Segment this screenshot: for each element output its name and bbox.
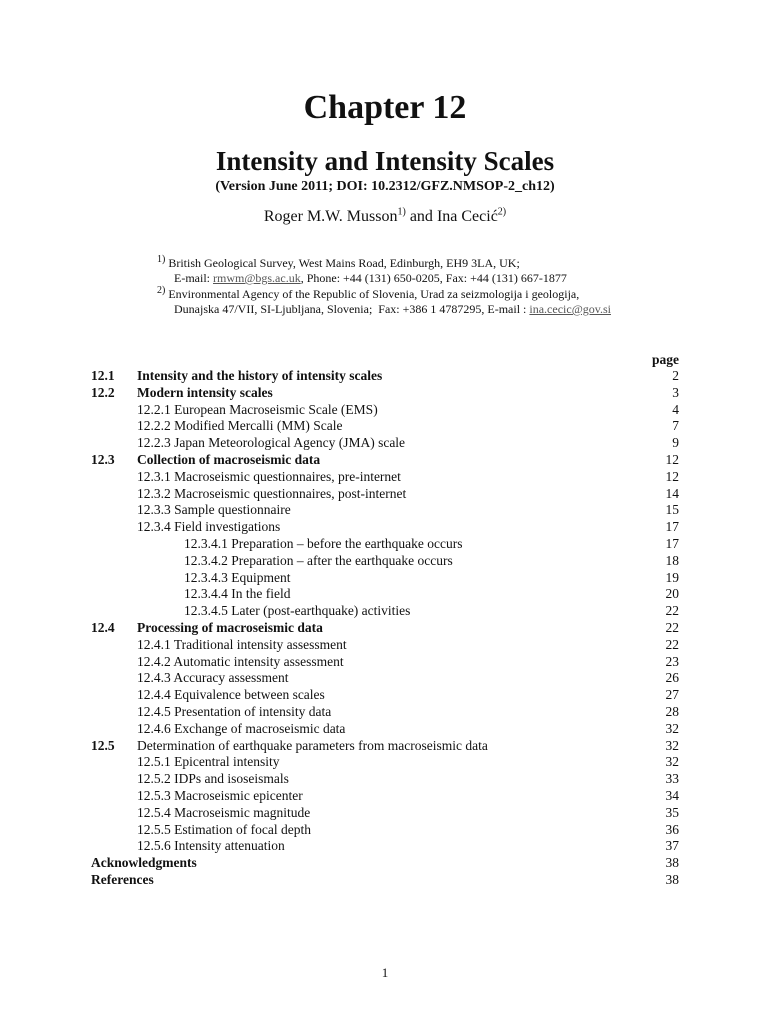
toc-section-title: 12.2.2 Modified Mercalli (MM) Scale (137, 418, 343, 434)
toc-section-title: 12.4.3 Accuracy assessment (137, 670, 289, 686)
toc-section-title: 12.3.4 Field investigations (137, 519, 281, 535)
toc-entry[interactable] (91, 519, 679, 536)
toc-section-title: 12.4.1 Traditional intensity assessment (137, 636, 347, 652)
affiliation-1-address: British Geological Survey, West Mains Road, Edinburgh, EH9 3LA, UK; (165, 256, 520, 270)
version-doi-line: (Version June 2011; DOI: 10.2312/GFZ.NMSOP-2_ch12) (215, 179, 555, 194)
toc-page-number: 35 (665, 804, 679, 820)
toc-section-title: 12.4.5 Presentation of intensity data (137, 703, 332, 719)
table-of-contents (91, 352, 679, 889)
toc-page-number: 32 (665, 737, 679, 753)
toc-page-number: 32 (665, 720, 679, 736)
toc-entry[interactable] (91, 486, 679, 503)
toc-section-title: 12.3.4.2 Preparation – after the earthquake occurs (184, 552, 453, 568)
toc-page-number: 7 (672, 418, 679, 434)
author-cecic: Ina Cecić (436, 208, 498, 225)
toc-entry[interactable] (91, 838, 679, 855)
toc-entry[interactable] (91, 553, 679, 570)
toc-section-title: 12.3.4.1 Preparation – before the earthquake occurs (184, 535, 463, 551)
toc-section-title: Processing of macroseismic data (137, 619, 323, 635)
toc-entry[interactable] (91, 754, 679, 771)
toc-entry[interactable] (91, 872, 679, 889)
toc-section-number: 12.3 (91, 451, 115, 467)
toc-entry[interactable] (91, 788, 679, 805)
toc-entry[interactable] (91, 502, 679, 519)
toc-entry[interactable] (91, 670, 679, 687)
affiliation-1 (157, 256, 717, 286)
toc-page-number: 27 (665, 687, 679, 703)
toc-page-number: 12 (665, 451, 679, 467)
affiliation-1-email-link[interactable]: rmwm@bgs.ac.uk (213, 271, 301, 285)
toc-page-number: 22 (665, 603, 679, 619)
toc-section-title: 12.5.4 Macroseismic magnitude (137, 804, 311, 820)
toc-entry[interactable] (91, 469, 679, 486)
toc-page-number: 22 (665, 619, 679, 635)
toc-entry[interactable] (91, 536, 679, 553)
toc-section-number: 12.1 (91, 368, 115, 383)
toc-section-number: 12.5 (91, 737, 115, 753)
toc-entry[interactable] (91, 654, 679, 671)
toc-section-title: 12.3.2 Macroseismic questionnaires, post-internet (137, 485, 407, 501)
affiliation-2 (157, 287, 717, 317)
toc-page-number: 3 (672, 384, 679, 400)
toc-section-title: 12.5.5 Estimation of focal depth (137, 821, 311, 837)
toc-section-title: 12.5.2 IDPs and isoseismals (137, 771, 289, 787)
toc-entry[interactable] (91, 402, 679, 419)
toc-section-title: 12.4.2 Automatic intensity assessment (137, 653, 344, 669)
toc-section-title: Modern intensity scales (137, 384, 273, 400)
affiliation-1-contact-suffix: , Phone: +44 (131) 650-0205, Fax: +44 (131) 667-1877 (300, 271, 567, 285)
toc-entry[interactable] (91, 586, 679, 603)
toc-entry[interactable] (91, 721, 679, 738)
toc-section-number: 12.2 (91, 384, 115, 400)
affiliation-2-address: Environmental Agency of the Republic of Slovenia, Urad za seizmologija i geologija, (165, 287, 580, 301)
toc-page-number: 17 (665, 535, 679, 551)
toc-page-column-header: page (652, 352, 679, 367)
toc-page-number: 4 (672, 401, 679, 417)
affiliation-1-marker: 1) (157, 254, 166, 265)
toc-entry[interactable] (91, 620, 679, 637)
author-line (0, 207, 770, 227)
toc-entry[interactable] (91, 435, 679, 452)
toc-section-title: Intensity and the history of intensity scales (137, 368, 383, 383)
toc-section-title: 12.3.4.3 Equipment (184, 569, 291, 585)
toc-page-number: 22 (665, 636, 679, 652)
toc-entries (91, 368, 679, 889)
toc-entry[interactable] (91, 822, 679, 839)
toc-section-title: Determination of earthquake parameters from macroseismic data (137, 737, 488, 753)
toc-entry[interactable] (91, 418, 679, 435)
toc-entry[interactable] (91, 738, 679, 755)
toc-section-title: Acknowledgments (91, 855, 197, 871)
toc-entry[interactable] (91, 603, 679, 620)
affiliation-2-contact-prefix: Dunajska 47/VII, SI-Ljubljana, Slovenia; Fax: +386 1 4787295, E-mail : (174, 302, 530, 316)
toc-section-title: 12.5.3 Macroseismic epicenter (137, 787, 303, 803)
affiliation-1-contact-prefix: E-mail: (174, 271, 213, 285)
toc-page-number: 23 (665, 653, 679, 669)
toc-section-title: 12.3.3 Sample questionnaire (137, 502, 291, 518)
toc-section-number: 12.4 (91, 619, 115, 635)
affiliation-2-email-link[interactable]: ina.cecic@gov.si (529, 302, 611, 316)
toc-page-number: 26 (665, 670, 679, 686)
chapter-title: Intensity and Intensity Scales (215, 146, 555, 176)
toc-page-number: 38 (665, 855, 679, 871)
toc-section-title: 12.5.1 Epicentral intensity (137, 754, 280, 770)
toc-page-number: 18 (665, 552, 679, 568)
toc-page-number: 2 (672, 368, 679, 383)
toc-entry[interactable] (91, 570, 679, 587)
affiliation-2-marker: 2) (157, 285, 166, 296)
toc-page-number: 14 (665, 485, 679, 501)
author-cecic-affiliation-marker: 2) (497, 206, 507, 218)
toc-page-number: 34 (665, 787, 679, 803)
toc-section-title: 12.4.6 Exchange of macroseismic data (137, 720, 346, 736)
toc-page-number: 36 (665, 821, 679, 837)
toc-entry[interactable] (91, 805, 679, 822)
author-conjunction: and (405, 208, 437, 225)
toc-page-number: 37 (665, 838, 679, 854)
author-musson-affiliation-marker: 1) (397, 206, 406, 218)
toc-section-title: 12.5.6 Intensity attenuation (137, 838, 285, 854)
toc-section-title: References (91, 871, 154, 887)
toc-section-title: 12.2.3 Japan Meteorological Agency (JMA) scale (137, 435, 406, 451)
chapter-heading: Chapter 12 (303, 89, 467, 126)
toc-page-number: 38 (665, 871, 679, 887)
toc-page-number: 20 (665, 586, 679, 602)
toc-entry[interactable] (91, 855, 679, 872)
toc-page-number: 33 (665, 771, 679, 787)
toc-section-title: Collection of macroseismic data (137, 451, 321, 467)
toc-entry[interactable] (91, 771, 679, 788)
toc-section-title: 12.4.4 Equivalence between scales (137, 687, 325, 703)
toc-section-title: 12.3.4.5 Later (post-earthquake) activities (184, 603, 411, 619)
page-number: 1 (381, 965, 389, 980)
toc-entry[interactable] (91, 687, 679, 704)
toc-entry[interactable] (91, 385, 679, 402)
toc-section-title: 12.3.4.4 In the field (184, 586, 291, 602)
toc-page-number: 32 (665, 754, 679, 770)
toc-page-number: 15 (665, 502, 679, 518)
author-musson: Roger M.W. Musson (263, 208, 398, 225)
toc-section-title: 12.2.1 European Macroseismic Scale (EMS) (137, 401, 378, 417)
toc-entry[interactable] (91, 368, 679, 385)
toc-entry[interactable] (91, 704, 679, 721)
toc-page-number: 28 (665, 703, 679, 719)
toc-page-number: 19 (665, 569, 679, 585)
toc-entry[interactable] (91, 452, 679, 469)
toc-section-title: 12.3.1 Macroseismic questionnaires, pre-internet (137, 468, 401, 484)
toc-page-number: 12 (665, 468, 679, 484)
toc-entry[interactable] (91, 637, 679, 654)
toc-page-number: 9 (672, 435, 679, 451)
toc-page-number: 17 (665, 519, 679, 535)
